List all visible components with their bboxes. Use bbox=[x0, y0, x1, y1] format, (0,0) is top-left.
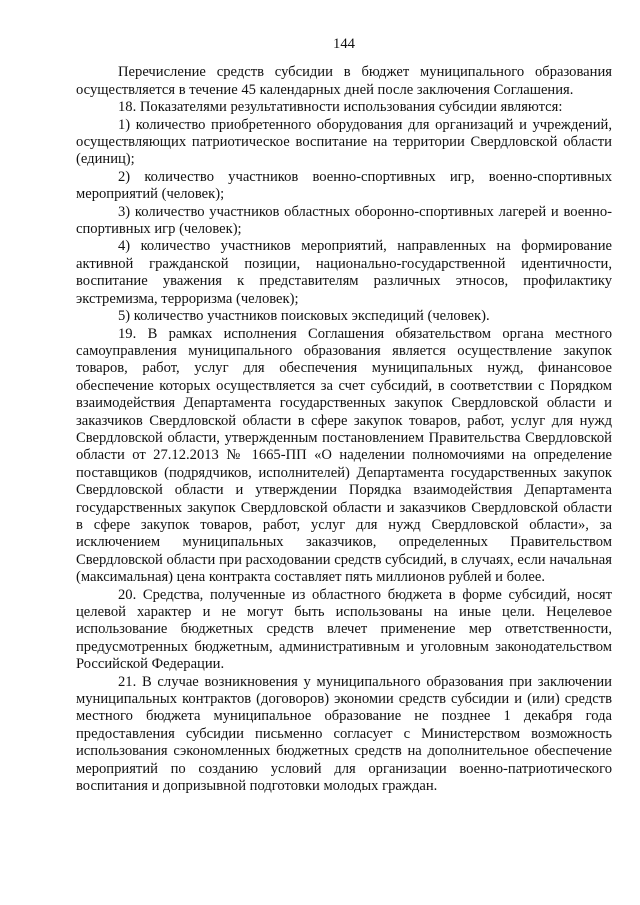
list-item-camps-participants: 3) количество участников областных оборонно-спортивных лагерей и военно-спортивных игр (человек); bbox=[76, 203, 612, 238]
paragraph-20-targeted-use: 20. Средства, полученные из областного бюджета в форме субсидий, носят целевой характер и не могут быть использованы на иные цели. Нецелевое использование бюджетных средств влечет применение мер ответственности, предусмотренных бюджетным, административным и уголовным законодательством Российской Федерации. bbox=[76, 586, 612, 673]
paragraph-18-indicators: 18. Показателями результативности использования субсидии являются: bbox=[118, 99, 563, 116]
paragraph-21-savings: 21. В случае возникновения у муниципального образования при заключении муниципальных контрактов (договоров) экономии средств субсидии и (или) средств местного бюджета муниципальное образование не позднее 1 декабря года предоставления субсидии письменно согласует с Министерством возможность использования сэкономленных бюджетных средств на дополнительное обеспечение мероприятий по созданию условий для организации военно-патриотического воспитания и допризывной подготовки молодых граждан. bbox=[76, 673, 612, 795]
list-item-games-participants: 2) количество участников военно-спортивных игр, военно-спортивных мероприятий (человек); bbox=[76, 168, 612, 203]
document-page bbox=[76, 36, 612, 795]
list-item-equipment: 1) количество приобретенного оборудования для организаций и учреждений, осуществляющих патриотическое воспитание на территории Свердловской области (единиц); bbox=[76, 116, 612, 168]
list-item-search-expeditions: 5) количество участников поисковых экспедиций (человек). bbox=[118, 308, 490, 325]
page-number: 144 bbox=[333, 36, 355, 52]
paragraph-19-procurement: 19. В рамках исполнения Соглашения обязательством органа местного самоуправления муниципального образования является осуществление закупок товаров, работ, услуг для обеспечения муниципальных нужд, финансовое обеспечение которых осуществляется за счет субсидий, в соответствии с Порядком взаимодействия Департамента государственных закупок Свердловской области и заказчиков Свердловской области в сфере закупок товаров, работ, услуг для нужд Свердловской области, утвержденным постановлением Правительства Свердловской области от 27.12.2013 № 1665-ПП «О наделении полномочиями на определение поставщиков (подрядчиков, исполнителей) Департамента государственных закупок Свердловской области и утверждении Порядка взаимодействия Департамента государственных закупок Свердловской области и заказчиков Свердловской области в сфере закупок товаров, работ, услуг для нужд Свердловской области», за исключением муниципальных заказчиков, определенных Правительством Свердловской области при расходовании средств субсидий, в случаях, если начальная (максимальная) цена контракта составляет пять миллионов рублей и более. bbox=[76, 325, 612, 586]
list-item-civic-events-participants: 4) количество участников мероприятий, направленных на формирование активной гражданской позиции, национально-государственной идентичности, воспитание уважения к представителям различных этносов, профилактику экстремизма, терроризма (человек); bbox=[76, 238, 612, 307]
paragraph-subsidy-transfer: Перечисление средств субсидии в бюджет муниципального образования осуществляется в течение 45 календарных дней после заключения Соглашения. bbox=[76, 64, 612, 98]
